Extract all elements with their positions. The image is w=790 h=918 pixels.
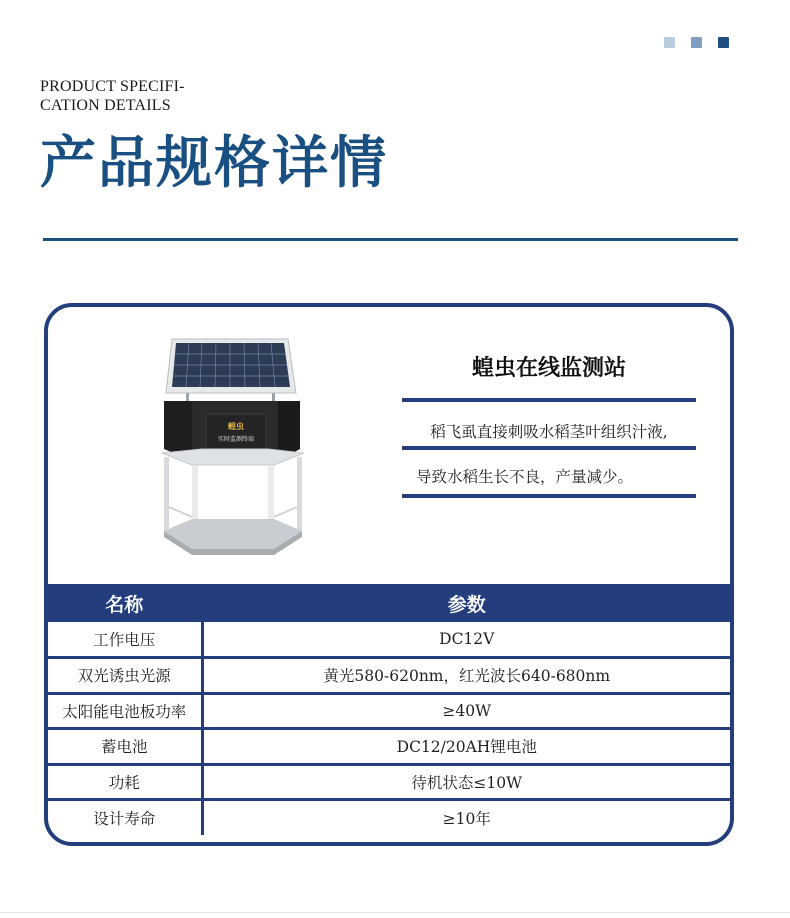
dot-medium [691,37,702,48]
desc-divider-top [402,398,696,402]
english-title-line1: PRODUCT SPECIFI- [40,78,185,95]
spec-name: 太阳能电池板功率 [48,693,202,729]
spec-name: 工作电压 [48,622,202,658]
spec-name: 蓄电池 [48,729,202,765]
decorative-dots [664,37,729,48]
desc-divider-middle [402,446,696,450]
header-name: 名称 [48,584,202,622]
product-image [158,337,308,559]
dot-dark [718,37,729,48]
dot-light [664,37,675,48]
table-row [48,729,730,765]
table-row [48,622,730,658]
table-row [48,693,730,729]
spec-value: ≥40W [202,693,730,729]
table-row [48,658,730,694]
device-label-sub: 实时监测终端 [217,436,255,443]
desc-divider-bottom [402,494,696,498]
product-description-line2: 导致水稻生长不良，产量减少。 [416,468,634,486]
spec-table [48,584,730,835]
spec-value: DC12/20AH锂电池 [202,729,730,765]
english-title-line2: CATION DETAILS [40,97,171,114]
product-description-line1: 稻飞虱直接刺吸水稻茎叶组织汁液, [430,423,668,441]
page-title: 产品规格详情 [40,130,388,196]
page-bottom-divider [0,912,790,913]
spec-name: 设计寿命 [48,800,202,836]
spec-value: 待机状态≤10W [202,764,730,800]
device-label-main: 蝗虫 [228,422,244,431]
table-row [48,764,730,800]
english-title [40,77,185,115]
spec-name: 双光诱虫光源 [48,658,202,694]
spec-table-header [48,584,730,622]
spec-value: DC12V [202,622,730,658]
spec-name: 功耗 [48,764,202,800]
spec-value: 黄光580-620nm，红光波长640-680nm [202,658,730,694]
table-row [48,800,730,836]
spec-card [44,303,734,846]
spec-value: ≥10年 [442,810,491,828]
header-value: 参数 [202,584,730,622]
title-divider [43,238,738,241]
product-name: 蝗虫在线监测站 [471,355,626,381]
